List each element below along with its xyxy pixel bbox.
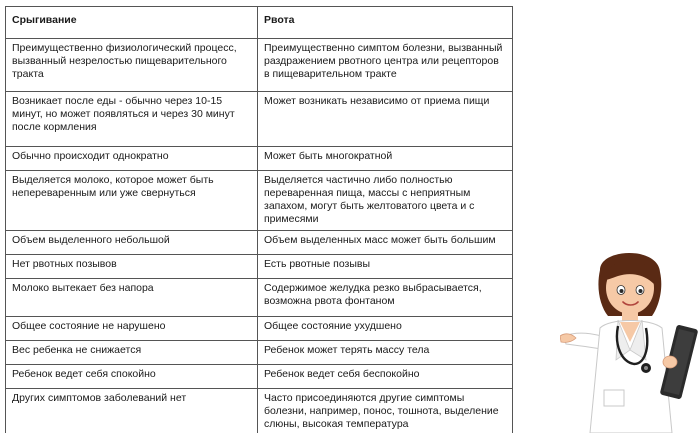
table-row (6, 341, 513, 365)
table-cell-vomiting: Содержимое желудка резко выбрасывается, возможна рвота фонтаном (258, 279, 513, 317)
doctor-pupil-left (620, 289, 624, 293)
table-cell-vomiting: Есть рвотные позывы (258, 255, 513, 279)
table-row (6, 92, 513, 147)
table-row (6, 231, 513, 255)
table-cell-vomiting: Общее состояние ухудшено (258, 317, 513, 341)
table-row (6, 171, 513, 231)
table-row (6, 147, 513, 171)
table-row (6, 255, 513, 279)
table-header (6, 7, 513, 39)
doctor-pupil-right (639, 289, 643, 293)
table-cell-regurgitation: Объем выделенного небольшой (6, 231, 258, 255)
doctor-illustration-icon (560, 250, 700, 433)
table-cell-regurgitation: Нет рвотных позывов (6, 255, 258, 279)
table-cell-vomiting: Объем выделенных масс может быть большим (258, 231, 513, 255)
column-header-regurgitation: Срыгивание (6, 7, 258, 39)
table-cell-regurgitation: Выделяется молоко, которое может быть непереваренным или уже свернуться (6, 171, 258, 231)
table-cell-vomiting: Часто присоединяются другие симптомы болезни, например, понос, тошнота, выделение слюны, высокая температура (258, 389, 513, 433)
table-cell-vomiting: Может возникать независимо от приема пищи (258, 92, 513, 147)
comparison-table (5, 6, 513, 433)
table-cell-regurgitation: Преимущественно физиологический процесс, вызванный незрелостью пищеварительного тракта (6, 39, 258, 92)
column-header-vomiting: Рвота (258, 7, 513, 39)
table-cell-regurgitation: Других симптомов заболеваний нет (6, 389, 258, 433)
table-row (6, 39, 513, 92)
table-cell-vomiting: Ребенок ведет себя беспокойно (258, 365, 513, 389)
table-cell-regurgitation: Обычно происходит однократно (6, 147, 258, 171)
table-cell-regurgitation: Общее состояние не нарушено (6, 317, 258, 341)
table-cell-vomiting: Выделяется частично либо полностью переваренная пища, массы с неприятным запахом, могут быть желтоватого цвета и с примесями (258, 171, 513, 231)
table-cell-vomiting: Преимущественно симптом болезни, вызванный раздражением рвотного центра или рецепторов в пищеварительном тракте (258, 39, 513, 92)
table-row (6, 365, 513, 389)
table-cell-regurgitation: Ребенок ведет себя спокойно (6, 365, 258, 389)
table-row (6, 317, 513, 341)
table-cell-vomiting: Ребенок может терять массу тела (258, 341, 513, 365)
table-row (6, 279, 513, 317)
table-cell-regurgitation: Молоко вытекает без напора (6, 279, 258, 317)
table-body (6, 39, 513, 433)
table-header-row (6, 7, 513, 39)
doctor-hand-right (663, 356, 677, 368)
table-cell-vomiting: Может быть многократной (258, 147, 513, 171)
table-cell-regurgitation: Возникает после еды - обычно через 10-15 минут, но может появляться и через 30 минут после кормления (6, 92, 258, 147)
table-cell-regurgitation: Вес ребенка не снижается (6, 341, 258, 365)
table-row (6, 389, 513, 433)
